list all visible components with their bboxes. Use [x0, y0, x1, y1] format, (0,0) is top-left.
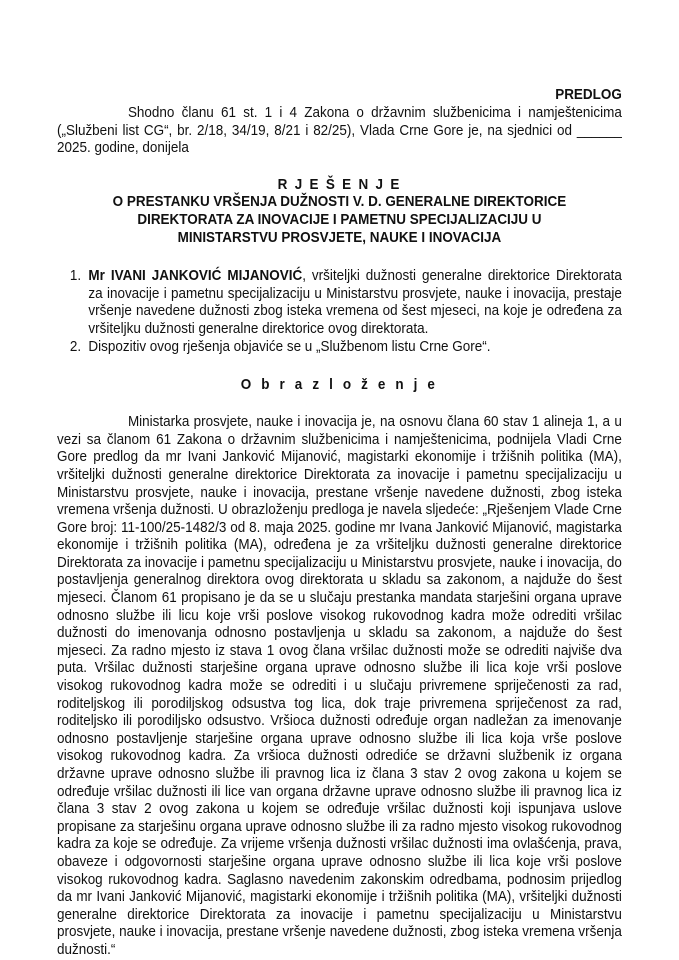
- decision-heading: R J E Š E N J E: [277, 175, 402, 193]
- decision-item-text: Dispozitiv ovog rješenja objaviće se u „Službenom listu Crne Gore“.: [88, 337, 491, 355]
- proposal-label: PREDLOG: [555, 86, 622, 103]
- decision-item-1: [85, 267, 622, 337]
- explanation-heading: O b r a z l o ž e n j e: [240, 376, 439, 394]
- decision-title: [57, 176, 622, 246]
- decision-subtitle-line-3: MINISTARSTVU PROSVJETE, NAUKE I INOVACIJA: [177, 228, 502, 246]
- decision-subtitle-line-1: O PRESTANKU VRŠENJA DUŽNOSTI V. D. GENERALNE DIREKTORICE: [112, 193, 567, 211]
- decision-items: [57, 267, 622, 355]
- decision-subtitle-line-2: DIREKTORATA ZA INOVACIJE I PAMETNU SPECIJALIZACIJU U: [137, 210, 542, 228]
- person-name: Mr IVANI JANKOVIĆ MIJANOVIĆ: [88, 267, 303, 285]
- document-page: [57, 86, 622, 959]
- decision-item-text: , vršiteljki dužnosti generalne direktorice Direktorata za inovacije i pametnu specijalizaciju u Ministarstvu prosvjete, nauke i inovacija, prestaje vršenje navedene dužnosti zbog isteka vremena od šest mjeseci, na koje je određena za vršiteljku dužnosti generalne direktorice ovog direktorata.: [88, 267, 622, 337]
- document-content: [57, 86, 622, 959]
- decision-item-2: [85, 338, 622, 356]
- intro-paragraph: Shodno članu 61 st. 1 i 4 Zakona o državnim službenicima i namještenicima („Službeni list CG“, br. 2/18, 34/19, 8/21 i 82/25), Vlada Crne Gore je, na sjednici od ______ 2025. godine, donijela: [57, 104, 622, 157]
- explanation-paragraph: Ministarka prosvjete, nauke i inovacija je, na osnovu člana 60 stav 1 alineja 1, a u vezi sa članom 61 Zakona o državnim službenicima i namještenicima, podnijela Vladi Crne Gore predlog da mr Ivani Janković Mijanović, magistarki ekonomije i tržišnih politika (MA), vršiteljki dužnosti generalne direktorice Direktorata za inovacije i pametnu specijalizaciju u Ministarstvu prosvjete, nauke i inovacija, prestane vršenje navedene dužnosti, zbog isteka vremena vršenja dužnosti. U obrazloženju predloga je navela sljedeće: „Rješenjem Vlade Crne Gore broj: 11-100/25-1482/3 od 8. maja 2025. godine mr Ivana Janković Mijanović, magistarka ekonomije i tržišnih politika (MA), određena je za vršiteljku dužnosti generalne direktorice Direktorata za inovacije i pametnu specijalizaciju u Ministarstvu prosvjete, nauke i inovacija, do postavljenja generalnog direktora ovog direktorata u skladu sa zakonom, a najduže do šest mjeseci. Članom 61 propisano je da se u slučaju prestanka mandata starješini organa uprave odnosno službe ili licu koje vrši poslove visokog rukovodnog kadra može odrediti vršilac dužnosti do imenovanja odnosno postavljenja u skladu sa zakonom, a najduže do šest mjeseci. Za radno mjesto iz stava 1 ovog člana vršilac dužnosti može se odrediti najviše dva puta. Vršilac dužnosti starješine organa uprave odnosno službe ili lica koje vrši poslove visokog rukovodnog kadra može se odrediti i u slučaju privremene spriječenosti za rad, roditeljskog ili porodiljskog odsustva tog lica, dok traje privremena spriječenost za rad, roditeljsko ili porodiljsko odsustvo. Vršioca dužnosti određuje organ nadležan za imenovanje odnosno postavljenje starješine organa uprave odnosno službe ili lica koja vrše poslove visokog rukovodnog kadra. Za vršioca dužnosti odrediće se državni službenik iz organa državne uprave odnosno službe ili pravnog lica iz člana 3 stav 2 ovog zakona u kojem se određuje vršilac dužnosti ili lice van organa državne uprave odnosno službe ili pravnog lica iz člana 3 stav 2 ovog zakona u kojem se određuje vršilac dužnosti koji ispunjava uslove propisane za starješinu organa uprave odnosno službe ili za radno mjesto visokog rukovodnog kadra za koje se određuje. Za vrijeme vršenja dužnosti vršilac dužnosti ima ovlašćenja, prava, obaveze i odgovornosti starješine organa uprave odnosno službe ili lica koje vrši poslove visokog rukovodnog kadra. Saglasno navedenim zakonskim odredbama, podnosim prijedlog da mr Ivani Janković Mijanović, magistarki ekonomije i tržišnih politika (MA), vršiteljki dužnosti generalne direktorice Direktorata za inovacije i pametnu specijalizaciju u Ministarstvu prosvjete, nauke i inovacija, prestane vršenje navedene dužnosti, zbog isteka vremena vršenja dužnosti.“: [57, 413, 622, 958]
